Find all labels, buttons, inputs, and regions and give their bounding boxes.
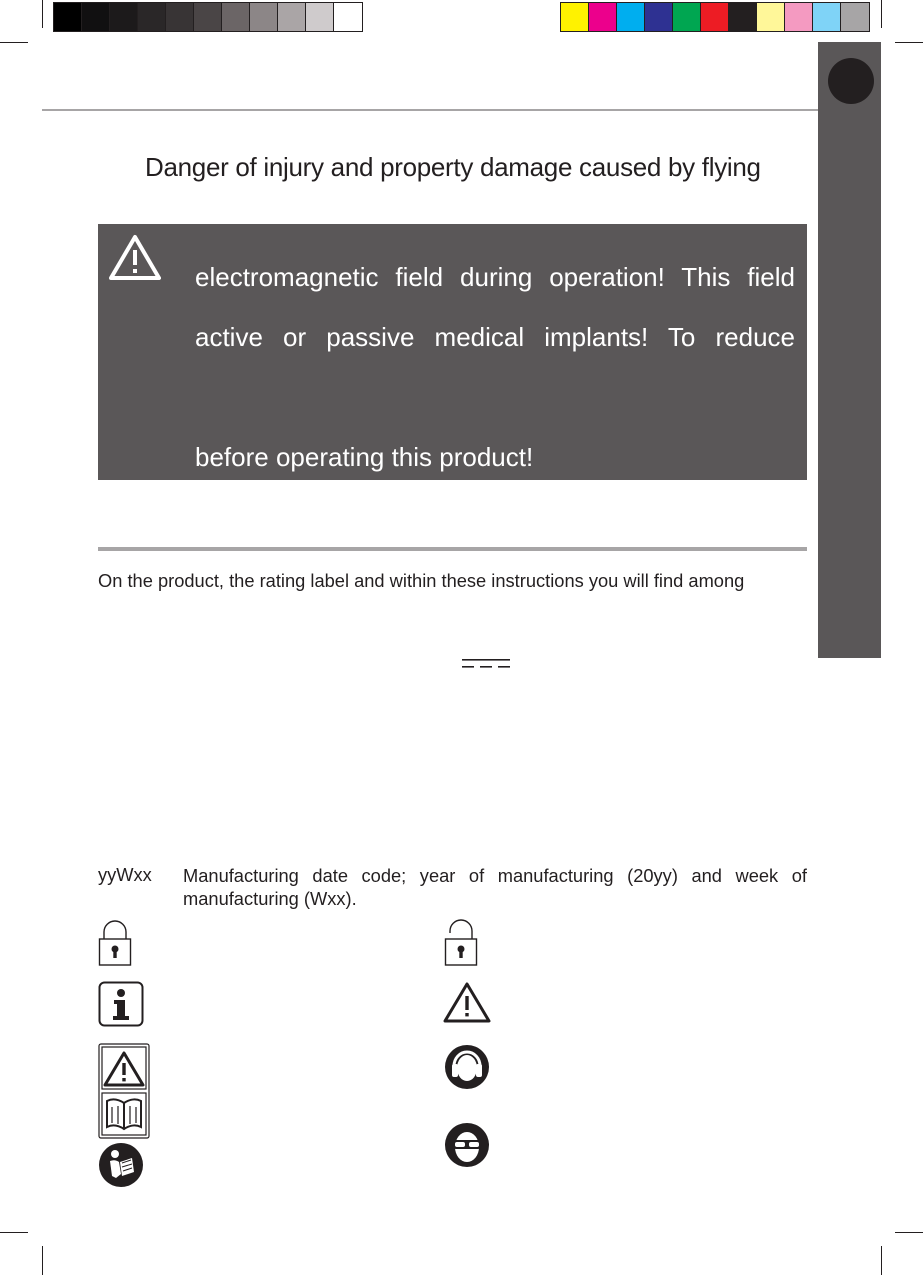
warning-line-2: active or passive medical implants! To reduce — [195, 322, 795, 352]
lock-open-icon — [444, 919, 478, 967]
warning-manual-icon — [98, 1043, 150, 1139]
section-rule — [98, 547, 807, 551]
color-swatch — [561, 3, 589, 31]
crop-mark — [895, 42, 923, 43]
crop-mark — [42, 1246, 43, 1275]
color-swatch — [82, 3, 110, 31]
date-code-key: yyWxx — [98, 864, 152, 885]
crop-mark — [0, 42, 28, 43]
warning-triangle-icon — [443, 981, 491, 1024]
color-swatch — [110, 3, 138, 31]
color-swatch — [222, 3, 250, 31]
color-swatch — [813, 3, 841, 31]
color-swatch — [589, 3, 617, 31]
color-swatch — [138, 3, 166, 31]
color-swatch — [166, 3, 194, 31]
crop-mark — [881, 1246, 882, 1275]
color-swatch — [673, 3, 701, 31]
warning-line-3: before operating this product! — [195, 442, 534, 472]
read-manual-icon — [98, 1142, 144, 1188]
color-swatch — [645, 3, 673, 31]
direct-current-icon — [462, 657, 510, 671]
color-swatch — [306, 3, 334, 31]
grayscale-calibration-bar — [53, 2, 363, 32]
crop-mark — [881, 0, 882, 28]
section-heading: Danger of injury and property damage caused by flying — [145, 152, 761, 182]
color-swatch — [757, 3, 785, 31]
color-calibration-bar — [560, 2, 870, 32]
color-swatch — [617, 3, 645, 31]
header-rule — [42, 109, 818, 111]
info-icon — [98, 981, 144, 1027]
eye-protection-icon — [444, 1122, 490, 1168]
language-marker-dot — [828, 58, 874, 104]
color-swatch — [785, 3, 813, 31]
ear-protection-icon — [444, 1044, 490, 1090]
crop-mark — [42, 0, 43, 28]
warning-line-1: electromagnetic field during operation! This field — [195, 262, 795, 292]
crop-mark — [895, 1232, 923, 1233]
color-swatch — [194, 3, 222, 31]
color-swatch — [701, 3, 729, 31]
warning-box — [98, 224, 807, 480]
color-swatch — [250, 3, 278, 31]
side-tab — [818, 42, 881, 658]
color-swatch — [841, 3, 869, 31]
color-swatch — [54, 3, 82, 31]
symbols-intro-text: On the product, the rating label and within these instructions you will find among — [98, 570, 745, 591]
color-swatch — [278, 3, 306, 31]
crop-mark — [0, 1232, 28, 1233]
color-swatch — [334, 3, 362, 31]
lock-closed-icon — [98, 919, 132, 967]
warning-triangle-icon — [109, 234, 161, 280]
date-code-description: Manufacturing date code; year of manufacturing (20yy) and week of manufacturing (Wxx). — [183, 865, 807, 909]
color-swatch — [729, 3, 757, 31]
